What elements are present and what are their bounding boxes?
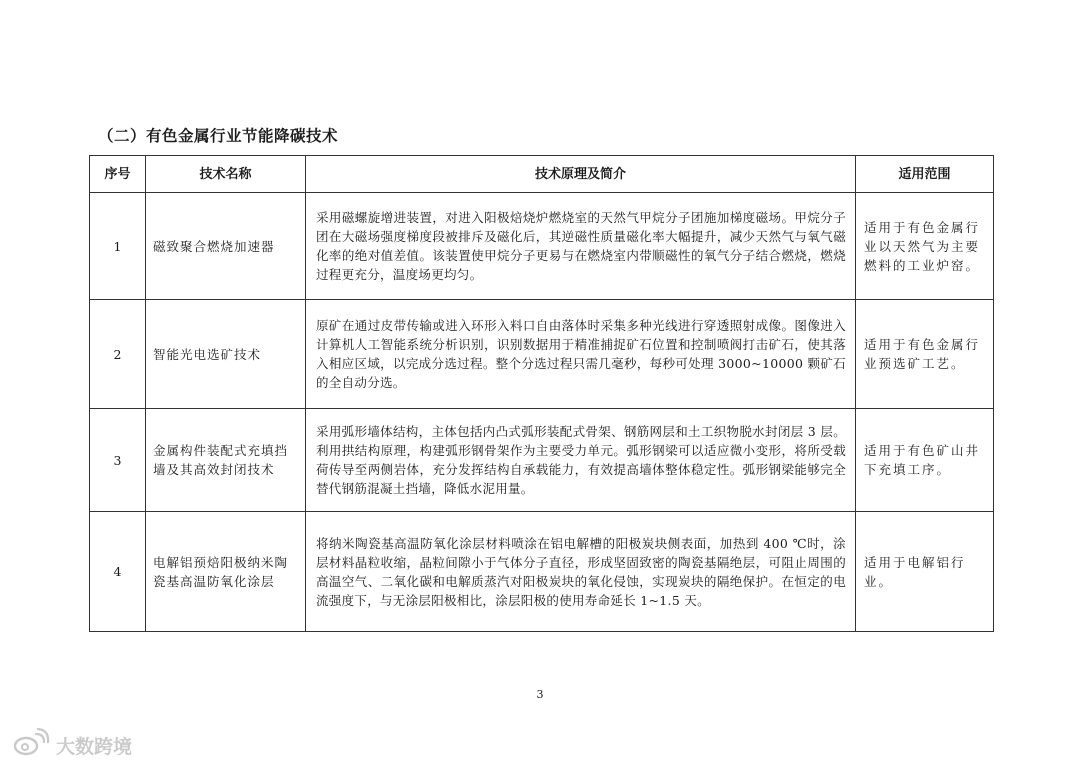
header-description: 技术原理及简介 — [306, 156, 856, 193]
table-row — [90, 300, 994, 409]
technology-name: 金属构件装配式充填挡墙及其高效封闭技术 — [146, 409, 306, 512]
weibo-logo-icon — [12, 728, 50, 763]
header-no: 序号 — [90, 156, 146, 193]
application-scope: 适用于有色矿山井下充填工序。 — [856, 409, 994, 512]
technology-description: 采用弧形墙体结构，主体包括内凸式弧形装配式骨架、钢筋网层和土工织物脱水封闭层 3 层。利用拱结构原理，构建弧形钢骨架作为主要受力单元。弧形钢梁可以适应微小变形，将所受载荷传导至两侧岩体，充分发挥结构自承载能力，有效提高墙体整体稳定性。弧形钢梁能够完全替代钢筋混凝土挡墙，降低水泥用量。 — [306, 409, 856, 512]
row-number: 1 — [90, 193, 146, 300]
watermark-text: 大数跨境 — [56, 736, 133, 758]
header-name: 技术名称 — [146, 156, 306, 193]
technology-name: 磁致聚合燃烧加速器 — [146, 193, 306, 300]
application-scope: 适用于有色金属行业预选矿工艺。 — [856, 300, 994, 409]
watermark — [12, 728, 132, 763]
application-scope: 适用于电解铝行业。 — [856, 512, 994, 632]
table-header-row — [90, 156, 994, 193]
technology-name: 智能光电选矿技术 — [146, 300, 306, 409]
table-row — [90, 409, 994, 512]
technology-description: 采用磁螺旋增进装置，对进入阳极焙烧炉燃烧室的天然气甲烷分子团施加梯度磁场。甲烷分子团在大磁场强度梯度段被排斥及磁化后，其逆磁性质量磁化率大幅提升，减少天然气与氧气磁化率的绝对值差值。该装置使甲烷分子更易与在燃烧室内带顺磁性的氧气分子结合燃烧，燃烧过程更充分，温度场更均匀。 — [306, 193, 856, 300]
technology-table — [89, 155, 994, 632]
technology-description: 原矿在通过皮带传输或进入环形入料口自由落体时采集多种光线进行穿透照射成像。图像进入计算机人工智能系统分析识别，识别数据用于精准捕捉矿石位置和控制喷阀打击矿石，使其落入相应区域，以完成分选过程。整个分选过程只需几毫秒，每秒可处理 3000~10000 颗矿石的全自动分选。 — [306, 300, 856, 409]
page-number: 3 — [536, 688, 544, 701]
header-scope: 适用范围 — [856, 156, 994, 193]
row-number: 4 — [90, 512, 146, 632]
row-number: 2 — [90, 300, 146, 409]
technology-description: 将纳米陶瓷基高温防氧化涂层材料喷涂在铝电解槽的阳极炭块侧表面，加热到 400 ℃时，涂层材料晶粒收缩，晶粒间隙小于气体分子直径，形成坚固致密的陶瓷基隔绝层，可阻止周围的高温空气、二氧化碳和电解质蒸汽对阳极炭块的氧化侵蚀，实现炭块的隔绝保护。在恒定的电流强度下，与无涂层阳极相比，涂层阳极的使用寿命延长 1~1.5 天。 — [306, 512, 856, 632]
technology-name: 电解铝预焙阳极纳米陶瓷基高温防氧化涂层 — [146, 512, 306, 632]
table-row — [90, 193, 994, 300]
application-scope: 适用于有色金属行业以天然气为主要燃料的工业炉窑。 — [856, 193, 994, 300]
row-number: 3 — [90, 409, 146, 512]
section-title: （二）有色金属行业节能降碳技术 — [98, 127, 339, 145]
table-row — [90, 512, 994, 632]
